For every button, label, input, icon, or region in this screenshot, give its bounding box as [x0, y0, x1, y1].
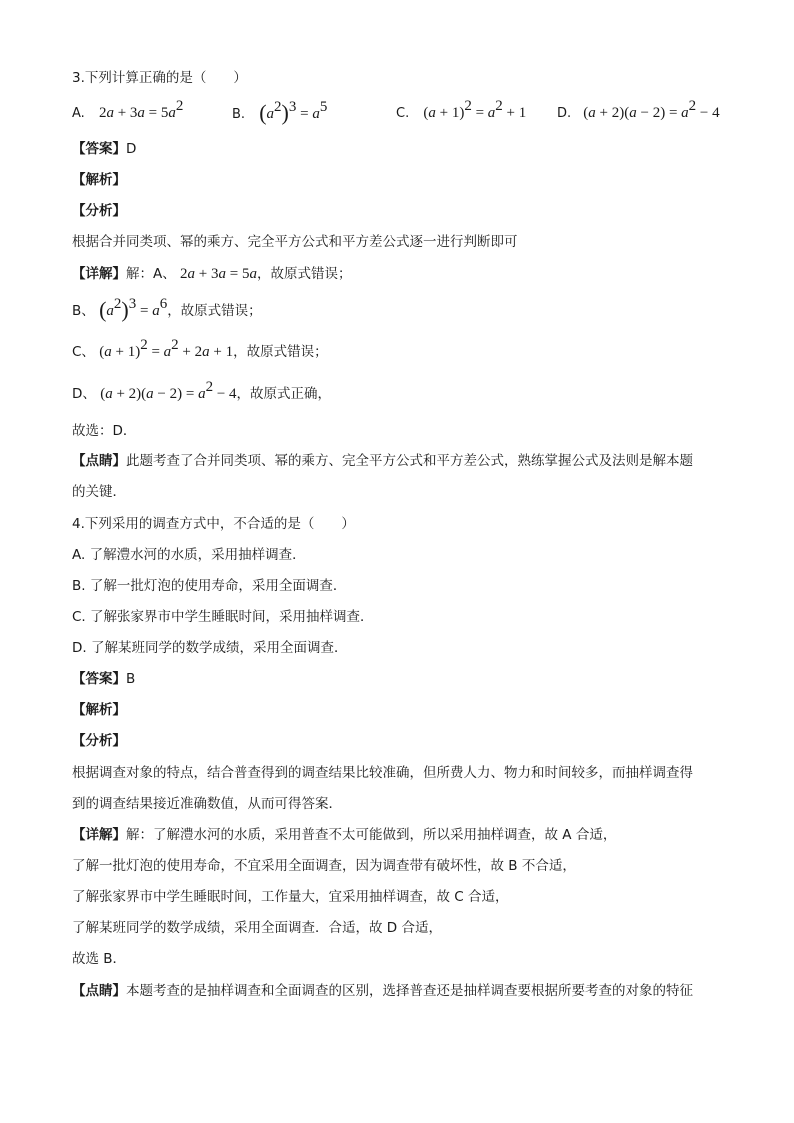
answer-tag: 【答案】 — [72, 671, 126, 687]
q4-fenxi-tag: 【分析】 — [72, 733, 126, 749]
q3-answer — [72, 139, 136, 159]
q4-detail-4: 了解某班同学的数学成绩，采用全面调查．合适，故 D 合适， — [72, 920, 442, 936]
q4-option-d: D. 了解某班同学的数学成绩，采用全面调查． — [72, 640, 348, 656]
q3-option-b-label: B. — [232, 107, 246, 122]
q4-option-a: A. 了解澧水河的水质，采用抽样调查． — [72, 547, 306, 563]
q3-detail-c: C、 $(a + 1)^2 = a^2 + 2a + 1$，故原式错误； — [72, 337, 328, 360]
answer-value: B — [126, 671, 136, 687]
q4-answer — [72, 669, 135, 689]
q4-choose: 故选 B． — [72, 951, 127, 967]
q4-dianjing: 【点睛】本题考查的是抽样调查和全面调查的区别，选择普查还是抽样调查要根据所要考查的对象的特征 — [72, 983, 693, 999]
answer-value: D — [126, 141, 137, 157]
answer-tag: 【答案】 — [72, 141, 126, 157]
q3-option-c-label: C. — [396, 106, 410, 121]
detail-tag: 【详解】 — [72, 827, 126, 843]
q3-detail-a: 【详解】解：A、 2a + 3a = 5a，故原式错误； — [72, 266, 352, 282]
q4-fenxi-2: 到的调查结果接近准确数值，从而可得答案． — [72, 796, 342, 812]
dianjing-tag: 【点睛】 — [72, 453, 126, 469]
q4-fenxi-1: 根据调查对象的特点，结合普查得到的调查结果比较准确，但所费人力、物力和时间较多，而抽样调查得 — [72, 765, 693, 781]
q3-choose: 故选：D． — [72, 423, 137, 439]
q3-detail-d: D、 $(a + 2)(a - 2) = a^2 - 4$，故原式正确， — [72, 379, 332, 402]
dianjing-tag: 【点睛】 — [72, 983, 126, 999]
q3-dianjing: 【点睛】此题考查了合并同类项、幂的乘方、完全平方公式和平方差公式，熟练掌握公式及法则是解本题 — [72, 453, 693, 469]
q4-option-c: C. 了解张家界市中学生睡眠时间，采用抽样调查． — [72, 609, 374, 625]
q4-jiexi-tag: 【解析】 — [72, 702, 126, 718]
q3-fenxi-tag: 【分析】 — [72, 203, 126, 219]
q3-jiexi-tag: 【解析】 — [72, 172, 126, 188]
q3-option-d-label: D. — [557, 106, 572, 121]
q3-stem: 3.下列计算正确的是（ ） — [72, 70, 247, 86]
q3-option-b: B. $(a^2)^3 = a^5$ — [232, 99, 328, 125]
q4-detail-3: 了解张家界市中学生睡眠时间，工作量大，宜采用抽样调查，故 C 合适， — [72, 889, 509, 905]
q4-detail-1: 【详解】解：了解澧水河的水质，采用普查不太可能做到，所以采用抽样调查，故 A 合适， — [72, 827, 617, 843]
q3-option-a: A. $2a + 3a = 5a^2$ — [72, 98, 184, 121]
q3-detail-b: B、 $(a^2)^3 = a^6$，故原式错误； — [72, 296, 262, 322]
q3-option-a-label: A. — [72, 106, 85, 121]
q3-option-c: C. $(a + 1)^2 = a^2 + 1$ — [396, 98, 527, 121]
q3-dianjing-2: 的关键． — [72, 484, 126, 500]
q4-detail-2: 了解一批灯泡的使用寿命，不宜采用全面调查，因为调查带有破坏性，故 B 不合适， — [72, 858, 576, 874]
q3-option-d: D. $(a + 2)(a - 2) = a^2 - 4$ — [557, 98, 720, 121]
q3-fenxi-text: 根据合并同类项、幂的乘方、完全平方公式和平方差公式逐一进行判断即可 — [72, 234, 518, 250]
detail-tag: 【详解】 — [72, 266, 126, 282]
q4-stem: 4.下列采用的调查方式中，不合适的是（ ） — [72, 516, 355, 532]
q4-option-b: B. 了解一批灯泡的使用寿命，采用全面调查． — [72, 578, 347, 594]
